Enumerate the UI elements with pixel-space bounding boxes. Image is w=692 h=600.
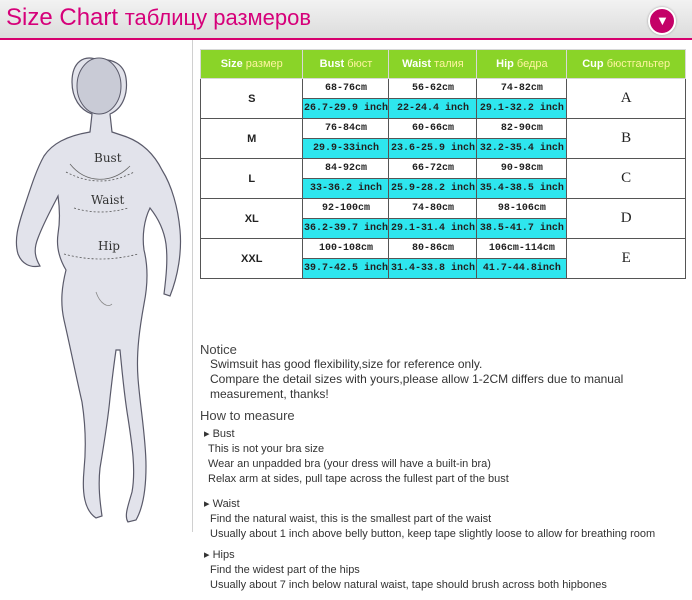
col-header-size: Size размер — [201, 50, 303, 79]
bust-cm-cell: 76-84cm — [303, 119, 389, 139]
size-cell: XXL — [201, 239, 303, 279]
waist-inch-cell: 31.4-33.8 inch — [389, 259, 477, 279]
size-cell: XL — [201, 199, 303, 239]
table-row — [201, 159, 686, 179]
bullet-arrow-icon: ▸ — [204, 549, 210, 561]
bust-cm-cell: 84-92cm — [303, 159, 389, 179]
waist-inch-cell: 29.1-31.4 inch — [389, 219, 477, 239]
hip-cm-cell: 74-82cm — [477, 79, 567, 99]
notice-line: Swimsuit has good flexibility,size for reference only. — [210, 357, 483, 371]
cup-cell: B — [567, 119, 686, 159]
size-cell: S — [201, 79, 303, 119]
bust-line: Wear an unpadded bra (your dress will have a built-in bra) — [208, 458, 491, 470]
how-to-measure-title: How to measure — [200, 408, 295, 423]
hips-section-title: ▸ Hips — [204, 549, 235, 561]
waist-line: Find the natural waist, this is the smallest part of the waist — [210, 513, 492, 525]
body-silhouette-illustration — [0, 40, 192, 532]
header-bar — [0, 0, 692, 40]
waist-cm-cell: 74-80cm — [389, 199, 477, 219]
bullet-arrow-icon: ▸ — [204, 428, 210, 440]
size-cell: M — [201, 119, 303, 159]
waist-inch-cell: 23.6-25.9 inch — [389, 139, 477, 159]
table-row — [201, 239, 686, 259]
hip-cm-cell: 82-90cm — [477, 119, 567, 139]
notes-section — [200, 342, 690, 593]
chevron-down-icon: ▼ — [656, 13, 669, 28]
col-header-bust: Bust бюст — [303, 50, 389, 79]
cup-cell: C — [567, 159, 686, 199]
waist-cm-cell: 60-66cm — [389, 119, 477, 139]
title-ru: таблицу размеров — [124, 5, 312, 30]
body-figure-panel — [0, 40, 193, 532]
hip-inch-cell: 41.7-44.8inch — [477, 259, 567, 279]
bust-inch-cell: 36.2-39.7 inch — [303, 219, 389, 239]
hip-inch-cell: 29.1-32.2 inch — [477, 99, 567, 119]
waist-cm-cell: 56-62cm — [389, 79, 477, 99]
table-header-row — [201, 50, 686, 79]
size-table — [200, 49, 686, 279]
waist-inch-cell: 22-24.4 inch — [389, 99, 477, 119]
bust-section-title: ▸ Bust — [204, 428, 235, 440]
figure-label-hip: Hip — [98, 239, 120, 253]
hip-inch-cell: 32.2-35.4 inch — [477, 139, 567, 159]
bust-cm-cell: 100-108cm — [303, 239, 389, 259]
notice-line: measurement, thanks! — [210, 387, 329, 401]
waist-cm-cell: 66-72cm — [389, 159, 477, 179]
hip-cm-cell: 106cm-114cm — [477, 239, 567, 259]
col-header-hip: Hip бедра — [477, 50, 567, 79]
bust-cm-cell: 68-76cm — [303, 79, 389, 99]
title-en: Size Chart — [6, 4, 119, 31]
bullet-arrow-icon: ▸ — [204, 498, 210, 510]
notice-line: Compare the detail sizes with yours,please allow 1-2CM differs due to manual — [210, 372, 624, 386]
notice-title: Notice — [200, 342, 237, 357]
cup-cell: E — [567, 239, 686, 279]
cup-cell: D — [567, 199, 686, 239]
page-title — [6, 4, 311, 32]
bust-inch-cell: 26.7-29.9 inch — [303, 99, 389, 119]
bust-cm-cell: 92-100cm — [303, 199, 389, 219]
hips-line: Find the widest part of the hips — [210, 564, 360, 576]
hip-cm-cell: 90-98cm — [477, 159, 567, 179]
table-row — [201, 119, 686, 139]
bust-inch-cell: 33-36.2 inch — [303, 179, 389, 199]
col-header-cup: Cup бюстгальтер — [567, 50, 686, 79]
bust-inch-cell: 29.9-33inch — [303, 139, 389, 159]
waist-section-title: ▸ Waist — [204, 498, 240, 510]
size-cell: L — [201, 159, 303, 199]
waist-line: Usually about 1 inch above belly button, keep tape slightly loose to allow for breathing room — [210, 528, 656, 540]
hip-inch-cell: 38.5-41.7 inch — [477, 219, 567, 239]
bust-line: Relax arm at sides, pull tape across the fullest part of the bust — [208, 473, 509, 485]
col-header-waist: Waist талия — [389, 50, 477, 79]
dropdown-button[interactable] — [648, 7, 676, 35]
table-row — [201, 199, 686, 219]
hip-cm-cell: 98-106cm — [477, 199, 567, 219]
table-row — [201, 79, 686, 99]
figure-label-bust: Bust — [94, 151, 122, 165]
bust-inch-cell: 39.7-42.5 inch — [303, 259, 389, 279]
figure-label-waist: Waist — [91, 193, 125, 207]
hip-inch-cell: 35.4-38.5 inch — [477, 179, 567, 199]
waist-inch-cell: 25.9-28.2 inch — [389, 179, 477, 199]
cup-cell: A — [567, 79, 686, 119]
hips-line: Usually about 7 inch below natural waist, tape should brush across both hipbones — [210, 579, 607, 591]
waist-cm-cell: 80-86cm — [389, 239, 477, 259]
bust-line: This is not your bra size — [208, 443, 325, 455]
